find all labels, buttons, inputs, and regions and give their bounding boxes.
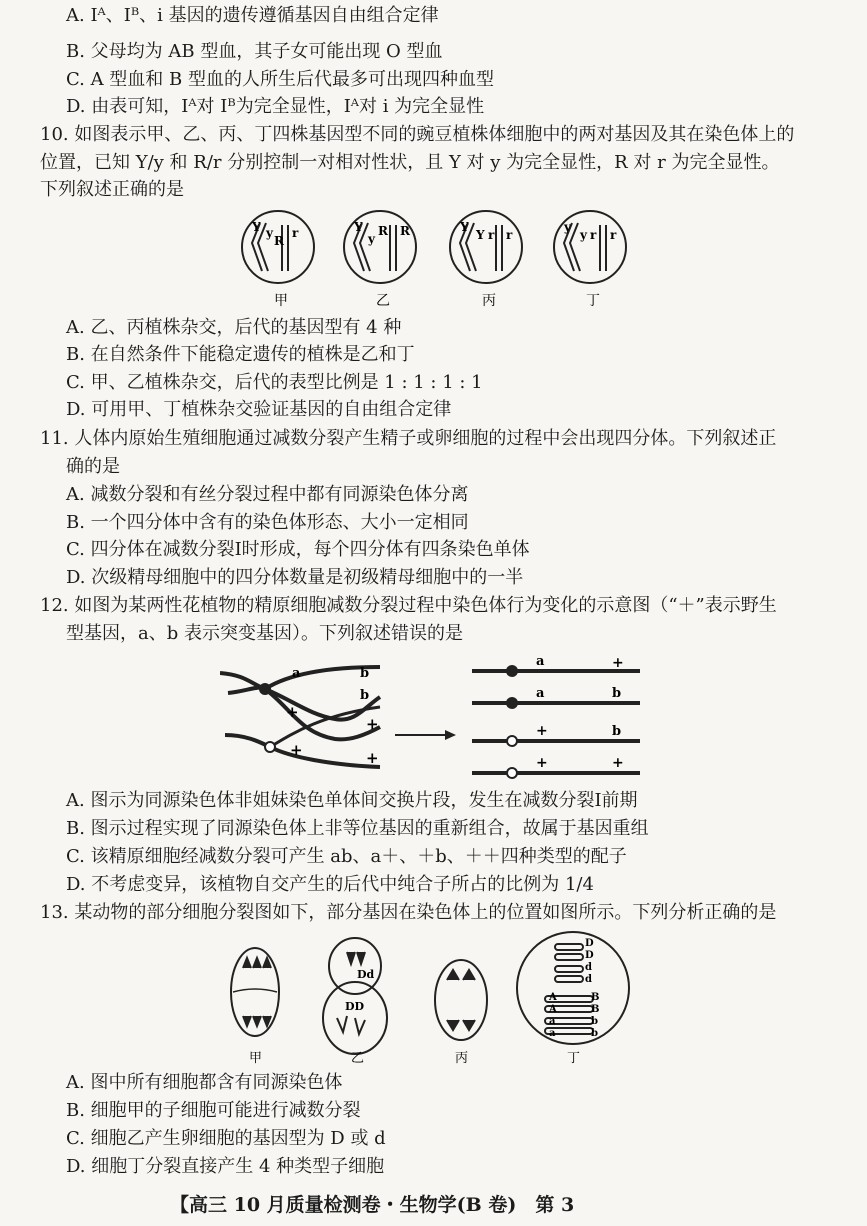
q9-option-a: A. Iᴬ、Iᴮ、i 基因的遗传遵循基因自由组合定律 <box>66 5 439 26</box>
q12-centromere-1 <box>259 683 271 695</box>
q12-right-label-b2: b <box>612 724 622 739</box>
q13-ding-label-B2: B <box>591 1004 600 1015</box>
q10-option-a: A. 乙、丙植株杂交，后代的基因型有 4 种 <box>66 317 402 338</box>
q12-r-centromere-1 <box>506 665 518 677</box>
q10-bing-gene-2: Y <box>476 228 485 242</box>
q10-stem-3: 下列叙述正确的是 <box>40 179 184 200</box>
q12-centromere-2 <box>265 742 275 752</box>
q10-bing-gene-1: Y <box>460 220 469 234</box>
q12-option-b: B. 图示过程实现了同源染色体上非等位基因的重新组合，故属于基因重组 <box>66 818 649 839</box>
q10-caption-bing: 丙 <box>482 293 496 309</box>
q13-ding-label-d1: d <box>585 962 592 973</box>
q12-left-label-b1: b <box>360 666 370 681</box>
q13-cell-yi <box>323 938 387 1066</box>
q10-yi-gene-3: R <box>378 224 388 238</box>
q12-left-label-plus4: + <box>366 749 379 767</box>
q12-option-c: C. 该精原细胞经减数分裂可产生 ab、a＋、＋b、＋＋四种类型的配子 <box>66 846 627 867</box>
q11-option-d: D. 次级精母细胞中的四分体数量是初级精母细胞中的一半 <box>66 567 524 588</box>
q13-ding-label-a1: a <box>549 1016 556 1027</box>
q13-option-c: C. 细胞乙产生卵细胞的基因型为 D 或 d <box>66 1128 386 1149</box>
q13-caption-yi: 乙 <box>351 1051 365 1066</box>
q12-arrow <box>395 730 456 740</box>
q10-option-c: C. 甲、乙植株杂交，后代的表型比例是 1 : 1 : 1 : 1 <box>66 372 483 393</box>
q9-option-b: B. 父母均为 AB 型血，其子女可能出现 O 型血 <box>66 41 443 62</box>
q13-ding-label-b2: b <box>591 1028 598 1039</box>
q11-stem-1: 11. 人体内原始生殖细胞通过减数分裂产生精子或卵细胞的过程中会出现四分体。下列叙述正 <box>40 428 777 449</box>
q13-cell-jia <box>231 948 279 1066</box>
q13-ding-label-D2: D <box>585 950 594 961</box>
q10-caption-ding: 丁 <box>586 293 600 309</box>
q10-yi-gene-2: y <box>368 232 375 246</box>
q13-cell-ding <box>517 932 629 1066</box>
q13-ding-label-d2: d <box>585 974 592 985</box>
q12-r-centromere-3 <box>507 736 517 746</box>
q12-left-label-a: a <box>292 666 301 681</box>
q10-figure <box>230 205 650 315</box>
q10-jia-gene-2: y <box>266 226 273 240</box>
q10-caption-jia: 甲 <box>274 293 288 309</box>
q10-yi-gene-1: Y <box>354 220 363 234</box>
q10-option-d: D. 可用甲、丁植株杂交验证基因的自由组合定律 <box>66 399 452 420</box>
q12-left-label-plus3: + <box>290 741 303 759</box>
q12-stem-2: 型基因，a、b 表示突变基因）。下列叙述错误的是 <box>66 623 463 644</box>
q10-bing-gene-3: r <box>488 228 495 242</box>
q12-right-label-a1: a <box>536 655 545 669</box>
q10-ding-gene-1: y <box>564 220 571 234</box>
q12-left-label-plus1: + <box>286 703 299 721</box>
q10-stem-2: 位置，已知 Y/y 和 R/r 分别控制一对相对性状，且 Y 对 y 为完全显性，R 对 r 为完全显性。 <box>40 152 780 173</box>
q10-jia-gene-3: R <box>274 234 284 248</box>
q10-cell-ding <box>554 211 626 283</box>
q12-stem-1: 12. 如图为某两性花植物的精原细胞减数分裂过程中染色体行为变化的示意图（“＋”表示野生 <box>40 595 777 616</box>
q12-right-label-a2: a <box>536 686 545 701</box>
q13-ding-label-b1: b <box>591 1016 598 1027</box>
q10-caption-yi: 乙 <box>376 293 390 309</box>
q12-right-label-plus3: + <box>536 755 548 771</box>
q10-ding-gene-2: y <box>580 228 587 242</box>
q10-cell-jia <box>242 211 314 283</box>
q13-caption-jia: 甲 <box>249 1051 263 1066</box>
q11-option-b: B. 一个四分体中含有的染色体形态、大小一定相同 <box>66 512 469 533</box>
q12-r-centromere-2 <box>506 697 518 709</box>
q12-right-label-b1: b <box>612 686 622 701</box>
q10-cell-yi <box>344 211 416 283</box>
q13-figure <box>215 930 645 1070</box>
q13-yi-label-Dd: Dd <box>357 968 375 981</box>
q13-ding-label-A1: A <box>549 992 557 1003</box>
q10-option-b: B. 在自然条件下能稳定遗传的植株是乙和丁 <box>66 344 415 365</box>
q10-jia-gene-4: r <box>292 226 299 240</box>
q10-ding-gene-3: r <box>590 228 597 242</box>
q11-option-c: C. 四分体在减数分裂Ⅰ时形成，每个四分体有四条染色单体 <box>66 539 530 560</box>
q10-ding-gene-4: r <box>610 228 617 242</box>
q11-stem-2: 确的是 <box>66 456 120 477</box>
q12-right-label-plus2: + <box>536 723 548 739</box>
q12-right-label-plus1: + <box>612 655 624 671</box>
q12-option-a: A. 图示为同源染色体非姐妹染色单体间交换片段，发生在减数分裂Ⅰ前期 <box>66 790 638 811</box>
q12-figure <box>220 655 650 785</box>
q12-left-label-plus2: + <box>366 715 379 733</box>
q12-right-label-plus4: + <box>612 755 624 771</box>
q13-stem: 13. 某动物的部分细胞分裂图如下，部分基因在染色体上的位置如图所示。下列分析正确的是 <box>40 902 777 923</box>
q13-caption-ding: 丁 <box>567 1051 581 1066</box>
q10-bing-gene-4: r <box>506 228 513 242</box>
q9-option-c: C. A 型血和 B 型血的人所生后代最多可出现四种血型 <box>66 69 494 90</box>
q13-option-b: B. 细胞甲的子细胞可能进行减数分裂 <box>66 1100 361 1121</box>
q13-ding-label-B1: B <box>591 992 600 1003</box>
q13-ding-label-a2: a <box>549 1028 556 1039</box>
q12-left-label-b2: b <box>360 688 370 703</box>
q10-jia-gene-1: Y <box>252 220 261 234</box>
q13-cell-bing <box>435 960 487 1066</box>
q13-yi-label-DD: DD <box>345 1000 365 1013</box>
q13-caption-bing: 丙 <box>455 1051 469 1066</box>
q13-ding-label-D1: D <box>585 938 594 949</box>
q10-stem-1: 10. 如图表示甲、乙、丙、丁四株基因型不同的豌豆植株体细胞中的两对基因及其在染色体上的 <box>40 124 795 145</box>
q10-yi-gene-4: R <box>400 224 410 238</box>
q13-option-d: D. 细胞丁分裂直接产生 4 种类型子细胞 <box>66 1156 385 1177</box>
q9-option-d: D. 由表可知，Iᴬ对 Iᴮ为完全显性，Iᴬ对 i 为完全显性 <box>66 96 485 117</box>
q13-option-a: A. 图中所有细胞都含有同源染色体 <box>66 1072 343 1093</box>
q12-r-centromere-4 <box>507 768 517 778</box>
q11-option-a: A. 减数分裂和有丝分裂过程中都有同源染色体分离 <box>66 484 469 505</box>
q12-option-d: D. 不考虑变异，该植物自交产生的后代中纯合子所占的比例为 1/4 <box>66 874 594 895</box>
page-footer: 【高三 10 月质量检测卷・生物学(B 卷) 第 3 <box>170 1194 575 1216</box>
q13-ding-label-A2: A <box>549 1004 557 1015</box>
q10-cell-bing <box>450 211 522 283</box>
